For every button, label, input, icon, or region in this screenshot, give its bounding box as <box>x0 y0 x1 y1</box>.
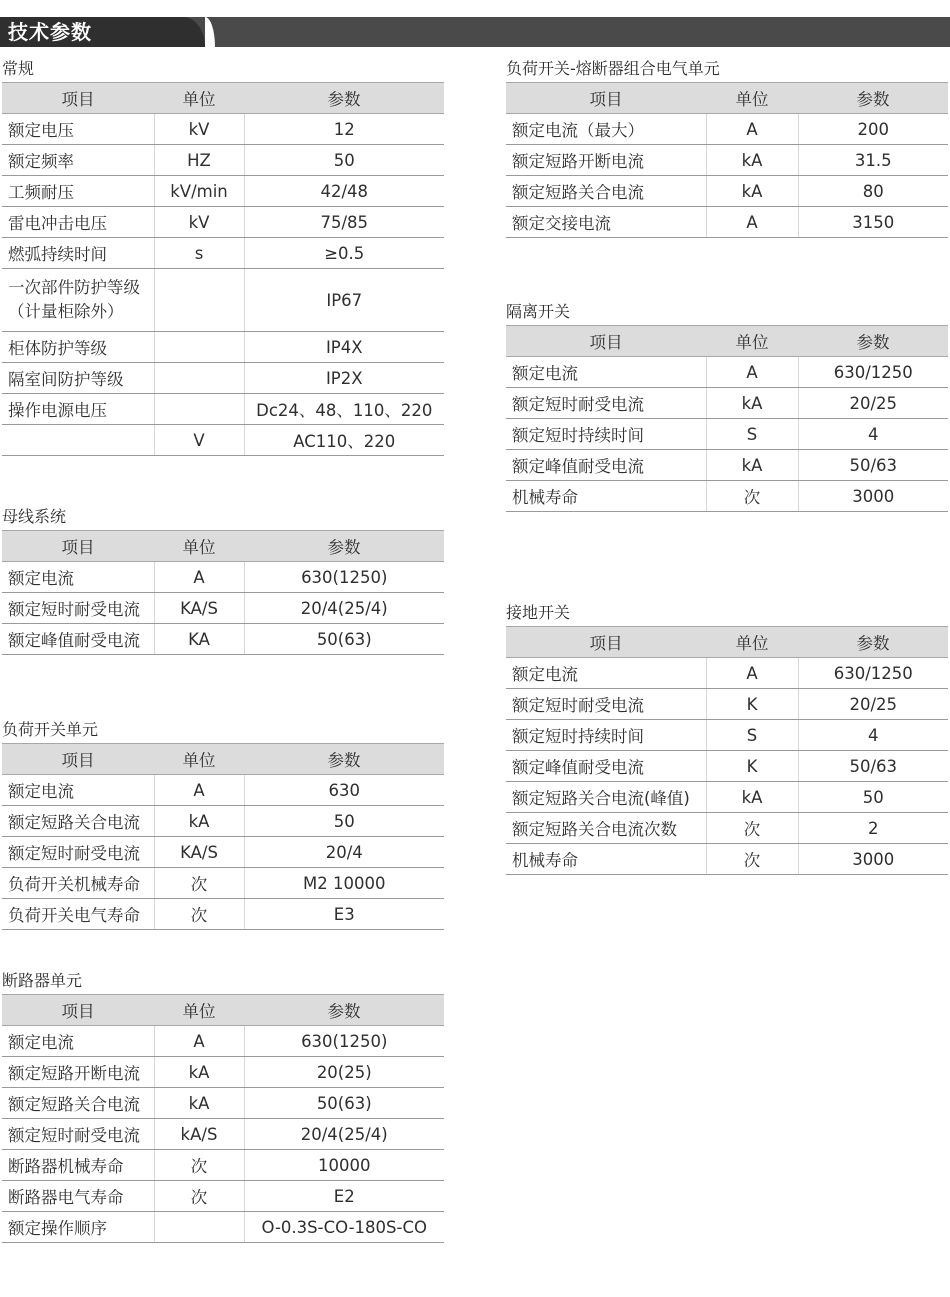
cell-param: 200 <box>798 114 948 145</box>
section-load-switch <box>2 719 444 930</box>
cell-item: 负荷开关机械寿命 <box>2 868 154 899</box>
cell-param: 20/25 <box>798 388 948 419</box>
header-unit: 单位 <box>706 326 798 357</box>
header-item: 项目 <box>2 531 154 562</box>
cell-param: O-0.3S-CO-180S-CO <box>244 1212 444 1243</box>
section-fuse-combo <box>506 58 948 238</box>
table-row <box>506 751 948 782</box>
cell-param: 50/63 <box>798 450 948 481</box>
cell-param: 630/1250 <box>798 658 948 689</box>
cell-item: 额定短时持续时间 <box>506 720 706 751</box>
table-row <box>506 720 948 751</box>
section-breaker <box>2 970 444 1243</box>
cell-unit: kA <box>706 388 798 419</box>
table-row <box>506 813 948 844</box>
cell-item: 额定短时耐受电流 <box>506 388 706 419</box>
cell-param: 2 <box>798 813 948 844</box>
cell-param: 20/4 <box>244 837 444 868</box>
cell-unit: A <box>154 775 244 806</box>
cell-item: 额定短路关合电流次数 <box>506 813 706 844</box>
table-row <box>2 1212 444 1243</box>
cell-item: 额定操作顺序 <box>2 1212 154 1243</box>
cell-param: 4 <box>798 419 948 450</box>
cell-item <box>2 425 154 456</box>
table-row <box>2 332 444 363</box>
table-row <box>2 1150 444 1181</box>
spec-table <box>506 626 948 875</box>
cell-unit: A <box>706 207 798 238</box>
spec-table <box>2 530 444 655</box>
cell-unit: s <box>154 238 244 269</box>
cell-item: 断路器电气寿命 <box>2 1181 154 1212</box>
cell-item: 额定短路开断电流 <box>506 145 706 176</box>
cell-item: 隔室间防护等级 <box>2 363 154 394</box>
header-item: 项目 <box>506 326 706 357</box>
cell-unit: 次 <box>154 1150 244 1181</box>
cell-item: 额定短路关合电流 <box>2 806 154 837</box>
cell-unit: kA <box>154 1088 244 1119</box>
header-unit: 单位 <box>154 83 244 114</box>
cell-param: E3 <box>244 899 444 930</box>
table-row <box>2 394 444 425</box>
section-earthing <box>506 602 948 875</box>
table-row <box>2 775 444 806</box>
cell-param: 50/63 <box>798 751 948 782</box>
table-header-row <box>506 83 948 114</box>
cell-param: IP2X <box>244 363 444 394</box>
table-header-row <box>506 326 948 357</box>
table-header-row <box>2 531 444 562</box>
banner-divider <box>205 17 215 47</box>
table-row <box>2 145 444 176</box>
cell-unit: kV <box>154 114 244 145</box>
section-title: 常规 <box>2 59 35 78</box>
header-item: 项目 <box>506 83 706 114</box>
cell-item: 操作电源电压 <box>2 394 154 425</box>
cell-item: 额定短时耐受电流 <box>2 1119 154 1150</box>
cell-item: 额定电流 <box>2 562 154 593</box>
table-row <box>506 145 948 176</box>
cell-item: 额定电压 <box>2 114 154 145</box>
cell-param: 10000 <box>244 1150 444 1181</box>
cell-unit: kA <box>154 806 244 837</box>
table-row <box>2 176 444 207</box>
table-row <box>2 837 444 868</box>
cell-param: 42/48 <box>244 176 444 207</box>
section-title: 负荷开关-熔断器组合电气单元 <box>506 59 720 78</box>
cell-unit: kA <box>706 145 798 176</box>
cell-item: 额定电流（最大） <box>506 114 706 145</box>
cell-unit: K <box>706 689 798 720</box>
cell-param: Dc24、48、110、220 <box>244 394 444 425</box>
header-param: 参数 <box>244 995 444 1026</box>
cell-unit: S <box>706 720 798 751</box>
table-row <box>2 1088 444 1119</box>
cell-item: 额定短路关合电流 <box>2 1088 154 1119</box>
cell-unit: A <box>154 1026 244 1057</box>
cell-param: 31.5 <box>798 145 948 176</box>
cell-unit: kA <box>706 450 798 481</box>
section-title: 隔离开关 <box>506 302 571 321</box>
cell-item: 机械寿命 <box>506 481 706 512</box>
table-row <box>506 481 948 512</box>
cell-item: 额定短时耐受电流 <box>506 689 706 720</box>
cell-param: 630 <box>244 775 444 806</box>
cell-param: 75/85 <box>244 207 444 238</box>
cell-param: 50 <box>798 782 948 813</box>
cell-item: 额定交接电流 <box>506 207 706 238</box>
header-param: 参数 <box>798 326 948 357</box>
cell-item: 额定短时持续时间 <box>506 419 706 450</box>
cell-param: 50(63) <box>244 624 444 655</box>
table-row <box>2 899 444 930</box>
table-header-row <box>2 744 444 775</box>
cell-unit: 次 <box>706 481 798 512</box>
table-row <box>506 388 948 419</box>
cell-unit: kA <box>706 782 798 813</box>
cell-item: 额定电流 <box>506 357 706 388</box>
cell-item: 额定短路关合电流(峰值) <box>506 782 706 813</box>
table-header-row <box>2 83 444 114</box>
cell-param: M2 10000 <box>244 868 444 899</box>
section-title: 接地开关 <box>506 603 571 622</box>
table-row <box>506 114 948 145</box>
cell-param: 630/1250 <box>798 357 948 388</box>
spec-table <box>506 325 948 512</box>
header-unit: 单位 <box>154 995 244 1026</box>
cell-unit: kV <box>154 207 244 238</box>
cell-item: 额定电流 <box>506 658 706 689</box>
header-param: 参数 <box>244 744 444 775</box>
header-item: 项目 <box>506 627 706 658</box>
section-busbar <box>2 506 444 655</box>
cell-unit: kA <box>706 176 798 207</box>
cell-item: 柜体防护等级 <box>2 332 154 363</box>
title-banner <box>0 17 950 47</box>
cell-param: 20(25) <box>244 1057 444 1088</box>
header-unit: 单位 <box>706 627 798 658</box>
section-general <box>2 58 444 456</box>
table-row <box>2 1181 444 1212</box>
table-row <box>506 689 948 720</box>
table-row <box>2 624 444 655</box>
cell-param: 3000 <box>798 844 948 875</box>
table-row <box>506 207 948 238</box>
header-param: 参数 <box>798 83 948 114</box>
table-row <box>506 176 948 207</box>
cell-unit: kV/min <box>154 176 244 207</box>
cell-item: 额定短路关合电流 <box>506 176 706 207</box>
title-tab <box>0 17 205 47</box>
cell-unit: kA/S <box>154 1119 244 1150</box>
table-row <box>506 450 948 481</box>
cell-item: 燃弧持续时间 <box>2 238 154 269</box>
cell-unit <box>154 269 244 332</box>
spec-table <box>2 994 444 1243</box>
header-param: 参数 <box>244 83 444 114</box>
header-unit: 单位 <box>154 744 244 775</box>
cell-item: 机械寿命 <box>506 844 706 875</box>
cell-unit: 次 <box>154 868 244 899</box>
spec-table <box>2 82 444 456</box>
cell-param: 630(1250) <box>244 562 444 593</box>
cell-param: 630(1250) <box>244 1026 444 1057</box>
table-row <box>2 269 444 332</box>
header-item: 项目 <box>2 995 154 1026</box>
cell-param: 3000 <box>798 481 948 512</box>
section-title: 断路器单元 <box>2 971 83 990</box>
table-row <box>506 419 948 450</box>
cell-unit <box>154 394 244 425</box>
header-item: 项目 <box>2 744 154 775</box>
cell-unit: A <box>706 357 798 388</box>
cell-unit: A <box>706 658 798 689</box>
table-row <box>506 782 948 813</box>
table-row <box>2 207 444 238</box>
cell-item: 额定峰值耐受电流 <box>506 751 706 782</box>
cell-unit: V <box>154 425 244 456</box>
table-row <box>2 425 444 456</box>
cell-param: 50 <box>244 806 444 837</box>
section-title: 负荷开关单元 <box>2 720 99 739</box>
cell-unit: 次 <box>154 1181 244 1212</box>
cell-item: 额定短时耐受电流 <box>2 837 154 868</box>
cell-item: 额定电流 <box>2 1026 154 1057</box>
cell-param: IP4X <box>244 332 444 363</box>
cell-param: IP67 <box>244 269 444 332</box>
cell-unit: KA/S <box>154 837 244 868</box>
table-row <box>506 658 948 689</box>
cell-item: 工频耐压 <box>2 176 154 207</box>
cell-unit: 次 <box>706 844 798 875</box>
cell-item: 额定峰值耐受电流 <box>2 624 154 655</box>
section-title: 母线系统 <box>2 507 67 526</box>
cell-unit: KA/S <box>154 593 244 624</box>
cell-unit: 次 <box>706 813 798 844</box>
table-row <box>506 844 948 875</box>
cell-item: 雷电冲击电压 <box>2 207 154 238</box>
cell-param: 50 <box>244 145 444 176</box>
table-row <box>2 562 444 593</box>
cell-param: 20/25 <box>798 689 948 720</box>
cell-unit: 次 <box>154 899 244 930</box>
cell-unit <box>154 363 244 394</box>
table-row <box>2 1026 444 1057</box>
table-row <box>2 238 444 269</box>
cell-param: E2 <box>244 1181 444 1212</box>
cell-unit: A <box>706 114 798 145</box>
header-unit: 单位 <box>154 531 244 562</box>
table-row <box>2 1057 444 1088</box>
cell-unit: KA <box>154 624 244 655</box>
cell-unit <box>154 332 244 363</box>
cell-param: 4 <box>798 720 948 751</box>
cell-item: 负荷开关电气寿命 <box>2 899 154 930</box>
cell-item: 一次部件防护等级 （计量柜除外） <box>2 269 154 332</box>
cell-unit: S <box>706 419 798 450</box>
table-row <box>2 363 444 394</box>
spec-table <box>506 82 948 238</box>
header-unit: 单位 <box>706 83 798 114</box>
header-param: 参数 <box>244 531 444 562</box>
cell-item: 额定频率 <box>2 145 154 176</box>
spec-table <box>2 743 444 930</box>
cell-param: 50(63) <box>244 1088 444 1119</box>
cell-param: 12 <box>244 114 444 145</box>
page-title: 技术参数 <box>8 20 92 44</box>
table-row <box>2 806 444 837</box>
header-param: 参数 <box>798 627 948 658</box>
cell-unit: HZ <box>154 145 244 176</box>
cell-item: 额定短路开断电流 <box>2 1057 154 1088</box>
cell-item: 额定峰值耐受电流 <box>506 450 706 481</box>
table-row <box>506 357 948 388</box>
cell-param: ≥0.5 <box>244 238 444 269</box>
table-header-row <box>2 995 444 1026</box>
cell-param: 20/4(25/4) <box>244 593 444 624</box>
table-row <box>2 593 444 624</box>
header-item: 项目 <box>2 83 154 114</box>
cell-unit: A <box>154 562 244 593</box>
cell-param: 20/4(25/4) <box>244 1119 444 1150</box>
table-row <box>2 1119 444 1150</box>
cell-unit: kA <box>154 1057 244 1088</box>
cell-param: AC110、220 <box>244 425 444 456</box>
cell-param: 3150 <box>798 207 948 238</box>
cell-item: 额定短时耐受电流 <box>2 593 154 624</box>
cell-unit <box>154 1212 244 1243</box>
cell-item: 断路器机械寿命 <box>2 1150 154 1181</box>
table-row <box>2 114 444 145</box>
cell-unit: K <box>706 751 798 782</box>
cell-param: 80 <box>798 176 948 207</box>
table-row <box>2 868 444 899</box>
table-header-row <box>506 627 948 658</box>
cell-item: 额定电流 <box>2 775 154 806</box>
section-isolator <box>506 301 948 512</box>
